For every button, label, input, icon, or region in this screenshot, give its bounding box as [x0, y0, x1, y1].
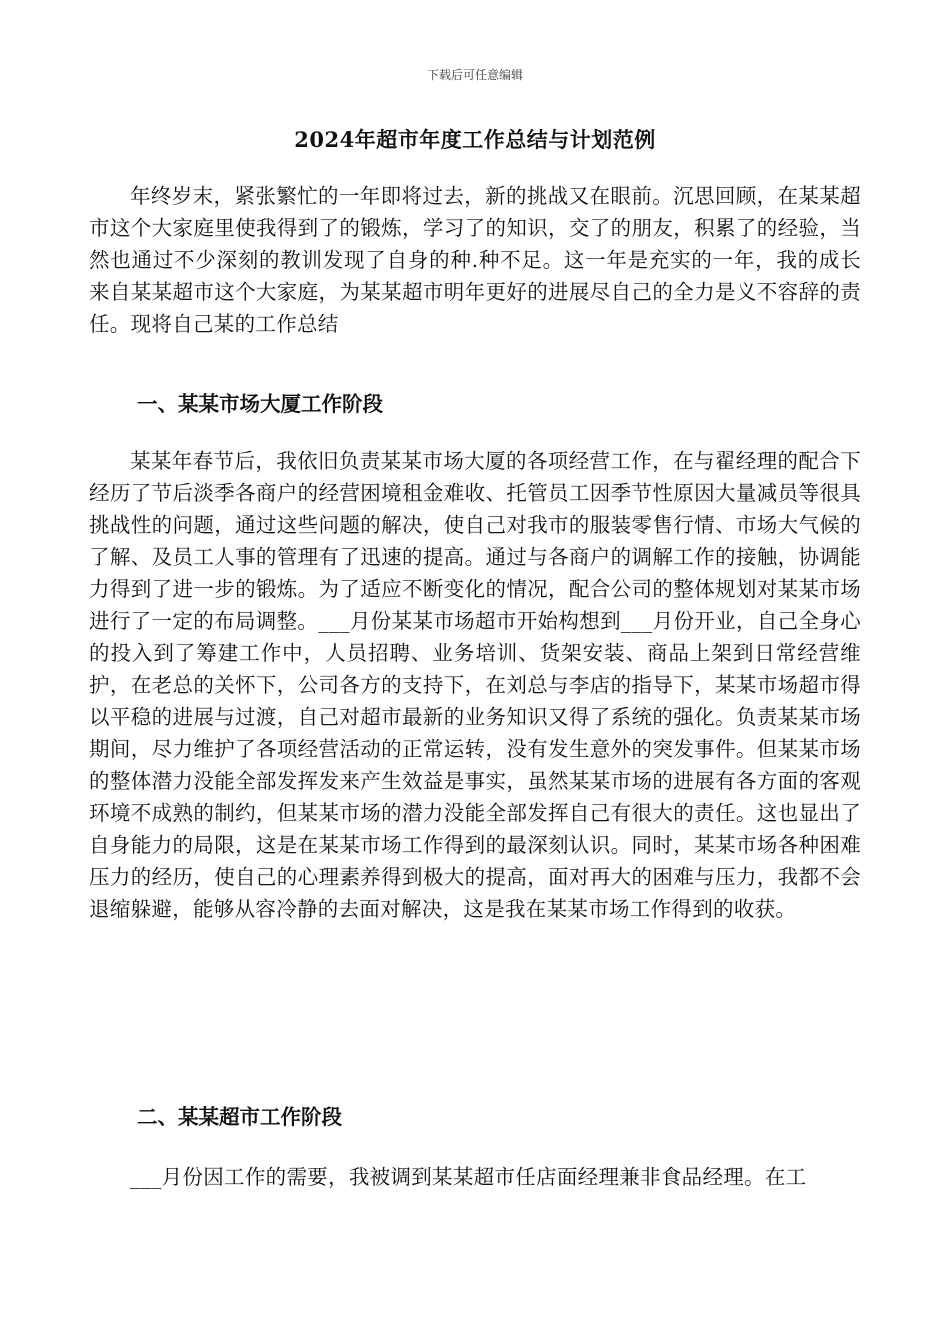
page-header-note: 下载后可任意编辑	[426, 68, 523, 82]
intro-paragraph: 年终岁末，紧张繁忙的一年即将过去，新的挑战又在眼前。沉思回顾，在某某超市这个大家庭里使我得到了的锻炼，学习了的知识，交了的朋友，积累了的经验，当然也通过不少深刻的教训发现了自身的种.种不足。这一年是充实的一年，我的成长来自某某超市这个大家庭，为某某超市明年更好的进展尽自己的全力是义不容辞的责任。现将自己某的工作总结	[89, 184, 861, 336]
section-paragraph-1: 某某年春节后，我依旧负责某某市场大厦的各项经营工作，在与翟经理的配合下经历了节后淡季各商户的经营困境租金难收、托管员工因季节性原因大量减员等很具挑战性的问题，通过这些问题的解决，使自己对我市的服装零售行情、市场大气候的了解、及员工人事的管理有了迅速的提高。通过与各商户的调解工作的接触，协调能力得到了进一步的锻炼。为了适应不断变化的情况，配合公司的整体规划对某某市场进行了一定的布局调整。___月份某某市场超市开始构想到___月份开业，自己全身心的投入到了筹建工作中，人员招聘、业务培训、货架安装、商品上架到日常经营维护，在老总的关怀下，公司各方的支持下，在刘总与李店的指导下，某某市场超市得以平稳的进展与过渡，自己对超市最新的业务知识又得了系统的强化。负责某某市场期间，尽力维护了各项经营活动的正常运转，没有发生意外的突发事件。但某某市场的整体潜力没能全部发挥发来产生效益是事实，虽然某某市场的进展有各方面的客观环境不成熟的制约，但某某市场的潜力没能全部发挥自己有很大的责任。这也显出了自身能力的局限，这是在某某市场工作得到的最深刻认识。同时，某某市场各种困难压力的经历，使自己的心理素养得到极大的提高，面对再大的困难与压力，我都不会退缩躲避，能够从容冷静的去面对解决，这是我在某某市场工作得到的收获。	[89, 449, 861, 921]
document-title: 2024年超市年度工作总结与计划范例	[294, 127, 656, 152]
section-heading-1: 一、某某市场大厦工作阶段	[137, 392, 383, 416]
section-paragraph-2: ___月份因工作的需要，我被调到某某超市任店面经理兼非食品经理。在工	[130, 1165, 807, 1189]
section-heading-2: 二、某某超市工作阶段	[137, 1105, 342, 1129]
